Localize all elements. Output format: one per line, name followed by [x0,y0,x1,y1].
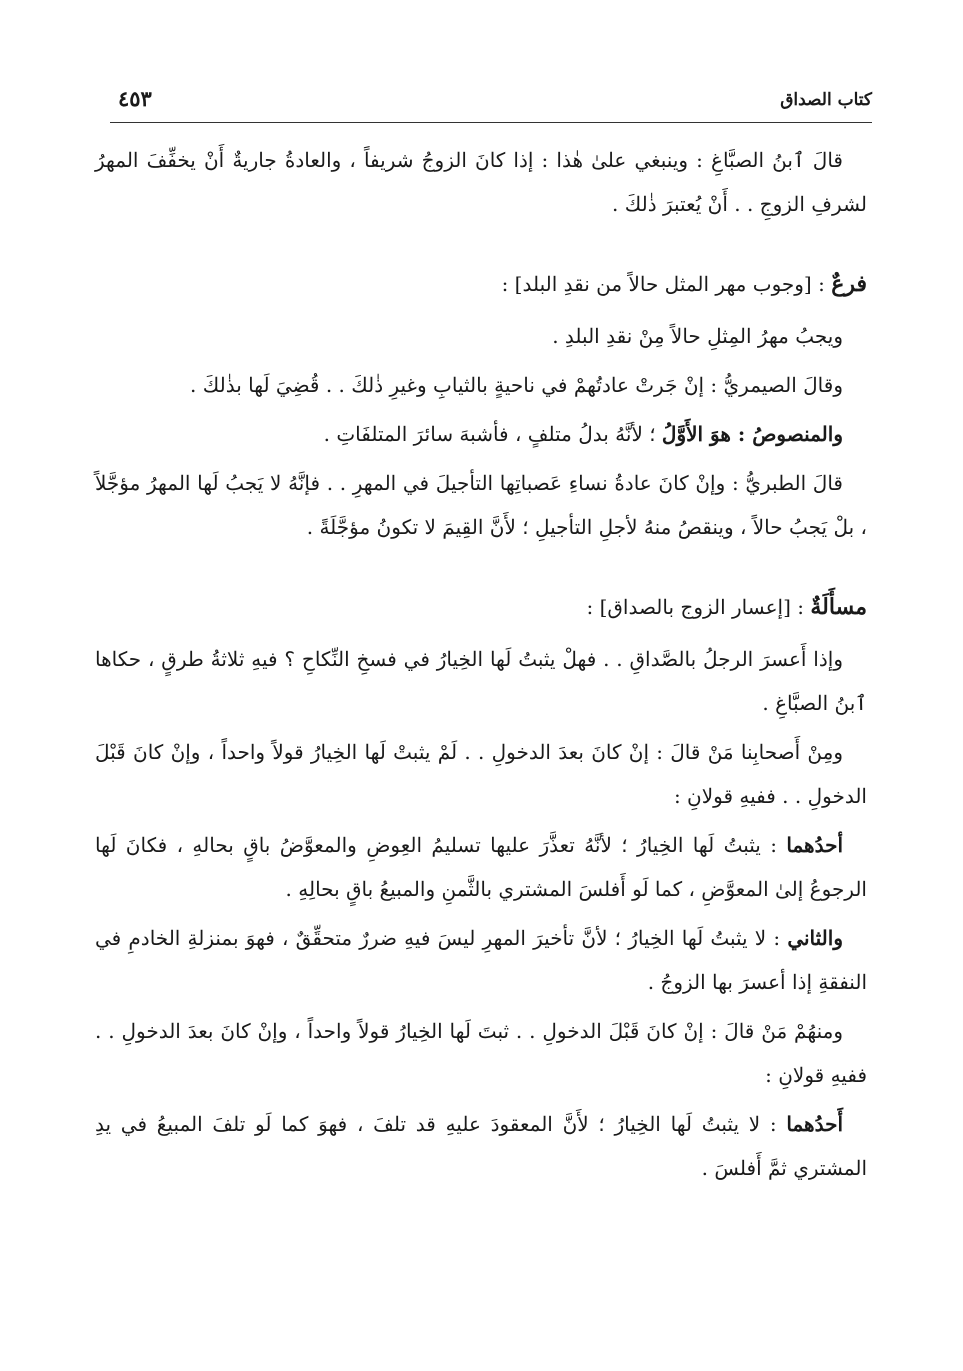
paragraph-rest: : يثبتُ لَها الخِيارُ ؛ لأنَّهُ تعذَّرَ عليها تسليمُ العِوضِ والمعوَّضُ باقٍ بحالهِ ، فكانَ لَها الرجوعُ إلىٰ المعوَّضِ ، كما لَو أَفلسَ المشتري بالثَّمنِ والمبيعُ باقٍ بحالِهِ . [95,833,867,901]
bold-lead: والمنصوصُ : هوَ الأَوَّلُ [661,422,843,446]
paragraph-ibn-al-sabbagh: قالَ ٱبنُ الصبَّاغِ : وينبغي علىٰ هٰذا : إذا كانَ الزوجُ شريفاً ، والعادةُ جاريةٌ أَنْ يخفِّفَ المهرُ لشرفِ الزوجِ . . أَنْ يُعتبرَ ذٰلكَ . [95,148,867,216]
heading-label: فرعٌ [831,271,867,297]
bold-lead: أحدُهما [786,833,843,857]
paragraph-ashabina: ومِنْ أَصحابِنا مَنْ قالَ : إنْ كانَ بعدَ الدخولِ . . لَمْ يثبتْ لَها الخِيارُ قولاً واحداً ، وإنْ كانَ قَبْلَ الدخولِ . . ففيهِ قولانِ : [95,740,867,808]
paragraph-mahr-al-mithl: ويجبُ مهرُ المِثلِ حالاً مِنْ نقدِ البلدِ . [552,324,843,348]
heading-title: : [إعسار الزوج بالصداق] : [586,595,811,619]
section-heading-masala [95,585,867,629]
section-heading-far [95,262,867,306]
paragraph-ahaduhuma-1 [95,823,867,911]
header-rule [110,122,872,123]
page-header [110,86,872,116]
bold-lead: والثاني [787,926,843,950]
heading-title: : [وجوب مهر المثل حالاً من نقدِ البلد] : [501,272,832,296]
body-text [95,138,867,1195]
paragraph-ahaduhuma-2 [95,1102,867,1190]
paragraph-iasar: وإذا أَعسرَ الرجلُ بالصَّداقِ . . فهلْ يثبتُ لَها الخِيارُ في فسخِ النِّكاحِ ؟ فيهِ ثلاثةُ طرقٍ ، حكاها ٱبنُ الصبَّاغِ . [95,647,867,715]
bold-lead: أَحدُهما [786,1112,843,1136]
heading-label: مسأَلَةٌ [810,594,867,620]
paragraph-minhum: ومنهُمْ مَنْ قالَ : إنْ كانَ قَبْلَ الدخولِ . . ثبتَ لَها الخِيارُ قولاً واحداً ، وإنْ كانَ بعدَ الدخولِ . . ففيهِ قولانِ : [95,1019,867,1087]
paragraph-rest: ؛ لأنَّهُ بدلُ متلفٍ ، فأشبهَ سائرَ المتلفَاتِ . [323,422,662,446]
paragraph-tabari: قالَ الطبريُّ : وإنْ كانَ عادةُ نساءِ عَصباتِها التأجيلَ في المهرِ . . فإنَّهُ لا يَجبُ لَها المهرُ مؤجَّلاً ، بلْ يَجبُ حالاً ، وينقصُ منهُ لأجلِ التأجيلِ ؛ لأَنَّ القِيمَ لا تكونُ مؤجَّلَةً . [95,471,867,539]
paragraph-thani [95,916,867,1004]
paragraph-mansus [95,412,867,456]
page-number: ٤٥٣ [118,86,152,111]
running-title: كتاب الصداق [780,90,872,110]
paragraph-saymari: وقالَ الصيمريُّ : إنْ جَرتْ عادتُهمْ في ناحيةٍ بالثيابِ وغيرِ ذٰلكَ . . قُضِيَ لَها بذٰلكَ . [190,373,843,397]
paragraph-rest: : لا يثبتُ لَها الخِيارُ ؛ لأنَّ تأخيرَ المهرِ ليسَ فيهِ ضررٌ متحقِّقٌ ، فهوَ بمنزلةِ الخادمِ في النفقةِ إذا أعسرَ بها الزوجُ . [95,926,867,994]
paragraph-rest: : لا يثبتُ لَها الخِيارُ ؛ لأَنَّ المعقودَ عليهِ قد تلفَ ، فهوَ كما لَو تلفَ المبيعُ في يدِ المشتري ثمَّ أَفلسَ . [95,1112,867,1180]
